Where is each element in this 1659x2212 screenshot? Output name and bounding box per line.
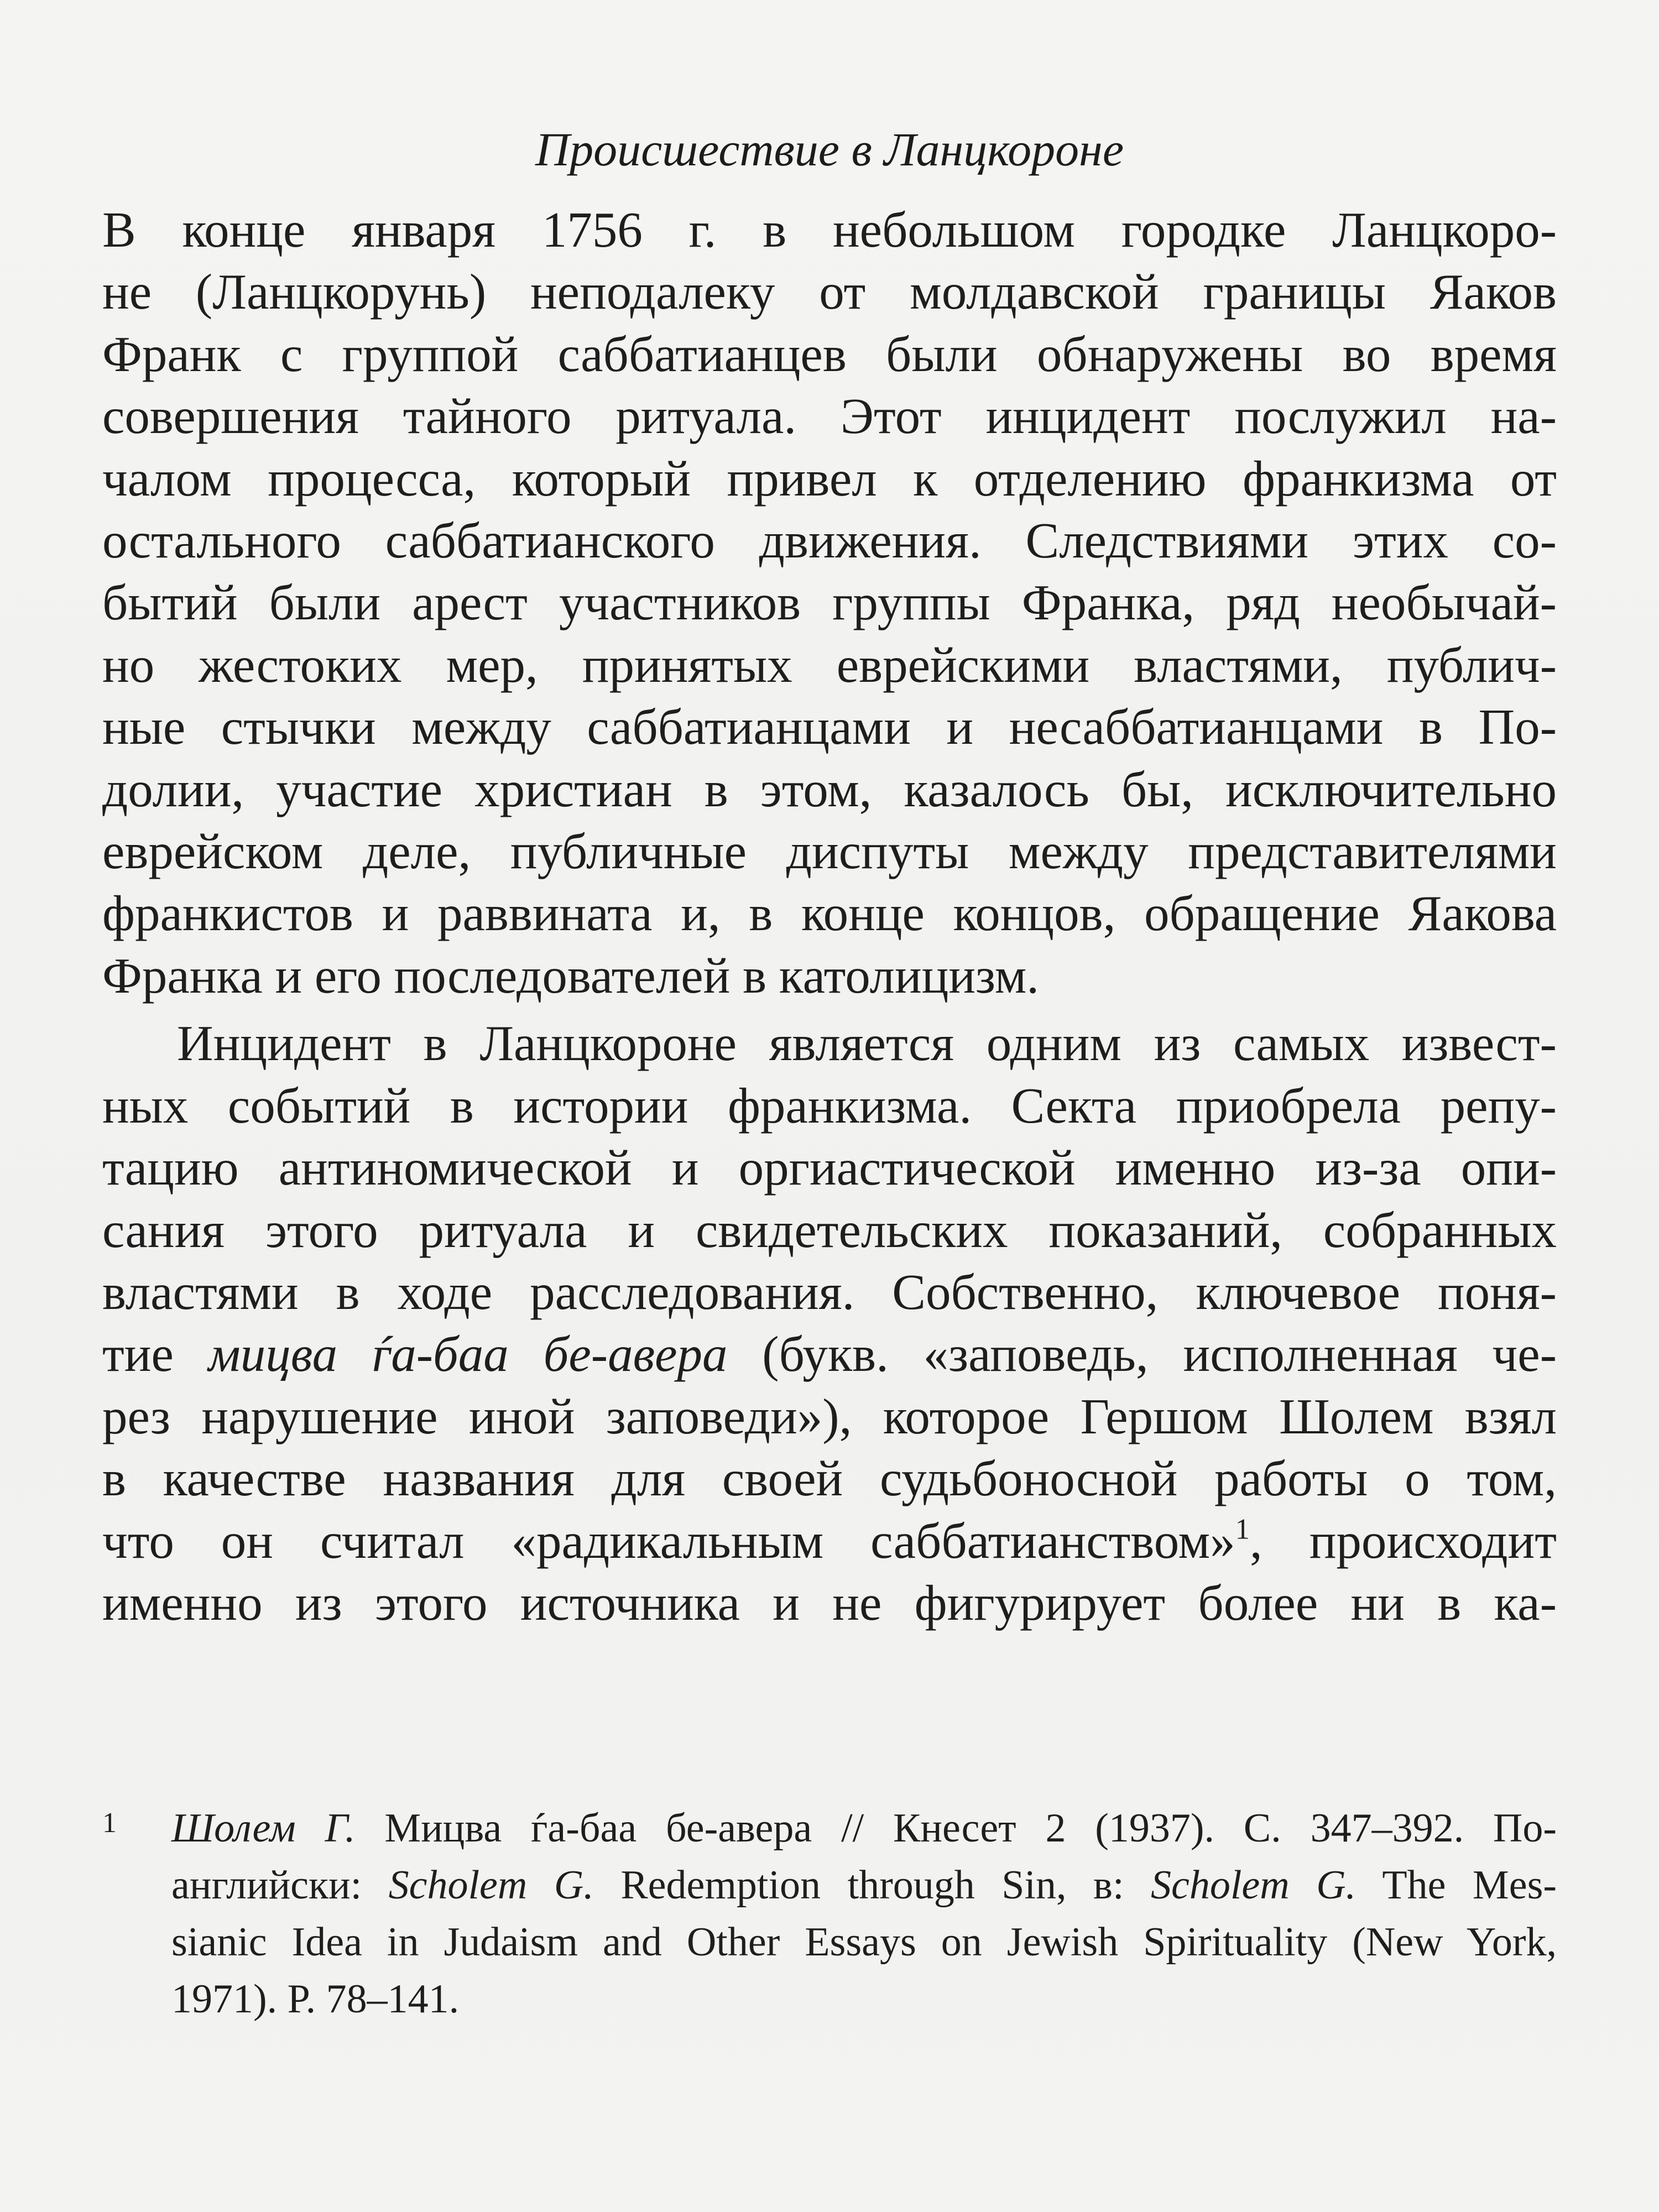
text-line: совершения тайного ритуала. Этот инцидент послужил на- [102,388,1557,445]
text-line: Франк с группой саббатианцев были обнаружены во время [102,326,1557,382]
text-line: но жестоких мер, принятых еврейскими властями, публич- [102,637,1557,693]
text-line: тацию антиномической и оргиастической именно из-за опи- [102,1140,1557,1196]
text-line: Франка и его последователей в католицизм. [102,947,1040,1004]
footnote-line: sianic Idea in Judaism and Other Essays on Jewish Spirituality (New York, [171,1919,1557,1965]
section-heading: Происшествие в Ланцкороне [535,123,1124,176]
main-text [102,199,1557,1634]
text-line: не (Ланцкорунь) неподалеку от молдавской границы Яаков [102,264,1557,320]
author-name: Scholem G. [1151,1863,1357,1908]
text-line: властями в ходе расследования. Собственно, ключевое поня- [102,1264,1557,1320]
footnote-line [171,1857,1557,1914]
paragraph-1 [102,199,1557,1007]
author-name: Scholem G. [388,1863,594,1908]
text-line [102,1510,1557,1572]
text-line: еврейском деле, публичные диспуты между представителями [102,823,1557,880]
text-fragment: The Mes- [1382,1863,1557,1908]
text-line: франкистов и раввината и, в конце концов, обращение Яакова [102,885,1557,942]
text-line: чалом процесса, который привел к отделению франкизма от [102,450,1557,507]
text-fragment: что он считал «радикальным саббатианством» [102,1512,1235,1569]
text-line: в качестве названия для своей судьбоносной работы о том, [102,1451,1557,1507]
text-line: бытий были арест участников группы Франка, ряд необычай- [102,575,1557,631]
text-fragment: тие [102,1326,174,1383]
text-line: рез нарушение иной заповеди»), которое Гершом Шолем взял [102,1388,1557,1444]
text-line: В конце января 1756 г. в небольшом городке Ланцкоро- [102,202,1557,258]
text-line: ные стычки между саббатианцами и несаббатианцами в По- [102,699,1557,755]
text-fragment: (букв. «заповедь, исполненная че- [762,1326,1557,1383]
text-fragment: Redemption through Sin, в: [620,1863,1124,1908]
footnote-body [171,1800,1557,2028]
paragraph-2 [102,1013,1557,1634]
footnote-line: 1971). P. 78–141. [171,1976,460,2022]
text-fragment: Мицва ѓа-баа бе-авера // Кнесет 2 (1937). С. 347–392. По- [384,1806,1557,1851]
text-fragment: , происходит [1250,1512,1557,1569]
text-line: остального саббатианского движения. Следствиями этих со- [102,513,1557,569]
text-line: сания этого ритуала и свидетельских показаний, собранных [102,1202,1557,1258]
text-line: Инцидент в Ланцкороне является одним из самых извест- [177,1015,1557,1072]
footnote-line [171,1800,1557,1857]
footnote-reference[interactable]: 1 [1235,1513,1250,1546]
author-name: Шолем Г. [171,1806,356,1851]
text-line [102,1323,1557,1385]
text-line: ных событий в истории франкизма. Секта приобрела репу- [102,1077,1557,1134]
footnote-number: 1 [102,1807,117,1839]
italic-term: мицва ѓа-баа бе-авера [208,1326,728,1383]
text-line: именно из этого источника и не фигурирует более ни в ка- [102,1574,1557,1631]
text-fragment: английски: [171,1863,362,1908]
text-line: долии, участие христиан в этом, казалось бы, исключительно [102,761,1557,817]
